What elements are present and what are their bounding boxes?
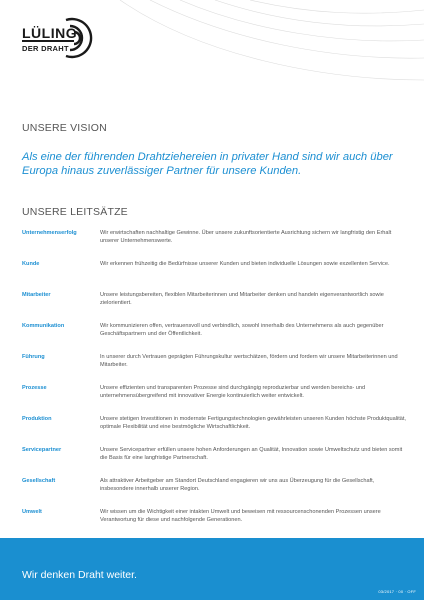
principle-label: Umwelt [22, 509, 42, 515]
principle-text: In unserer durch Vertrauen geprägten Führungskultur wertschätzen, fördern und fordern wir unsere Mitarbeiterinnen und Mitarbeiter. [100, 354, 398, 368]
principle-label: Kommunikation [22, 323, 65, 329]
principles-list [22, 229, 408, 539]
vision-statement: Als eine der führenden Drahtziehereien in privater Hand sind wir auch über Europa hinaus zuverlässiger Partner für unsere Kunden. [22, 151, 393, 177]
logo-rings-icon [56, 16, 102, 60]
logo-subline: DER DRAHT [22, 44, 69, 53]
footer-slogan: Wir denken Draht weiter. [22, 569, 137, 581]
principle-label: Kunde [22, 261, 40, 267]
principle-text: Wir kommunizieren offen, vertrauensvoll und verbindlich, sowohl innerhalb des Unternehmens als auch gegenüber Geschäftspartnern und der Öffentlichkeit. [100, 323, 384, 337]
principle-label: Führung [22, 354, 45, 360]
principle-text: Unsere stetigen Investitionen in modernste Fertigungstechnologien gewährleisten unseren Kunden höchste Produktqualität, optimale Flexibilität und eine bestmögliche Wirtschaftlichkeit. [100, 416, 406, 430]
company-logo [22, 16, 102, 60]
principle-label: Unternehmenserfolg [22, 230, 77, 236]
principle-text: Als attraktiver Arbeitgeber am Standort Deutschland engagieren wir uns aus Überzeugung für die Gesellschaft, insbesondere innerhalb unserer Region. [100, 478, 375, 492]
principle-fuehrung [22, 353, 408, 384]
principle-kommunikation [22, 322, 408, 353]
principle-label: Produktion [22, 416, 52, 422]
principle-text: Unsere leistungsbereiten, flexiblen Mitarbeiterinnen und Mitarbeiter denken und handeln eigenverantwortlich sowie zielorientiert. [100, 292, 384, 306]
principle-label: Mitarbeiter [22, 292, 51, 298]
principle-label: Prozesse [22, 385, 47, 391]
principle-gesellschaft [22, 477, 408, 508]
principle-prozesse [22, 384, 408, 415]
principle-mitarbeiter [22, 291, 408, 322]
principle-text: Unsere effizienten und transparenten Prozesse sind durchgängig reproduzierbar und werden bereichs- und unternehmensübergreifend mit innovativer Energie kontinuierlich weiter entwickelt. [100, 385, 366, 399]
principle-produktion [22, 415, 408, 446]
document-code: 03/2017 · 00 · OFF [378, 589, 416, 594]
principle-text: Wir erkennen frühzeitig die Bedürfnisse unserer Kunden und bieten individuelle Lösungen sowie exzellenten Service. [100, 261, 390, 267]
principle-unternehmenserfolg [22, 229, 408, 260]
principle-label: Gesellschaft [22, 478, 56, 484]
principle-label: Servicepartner [22, 447, 62, 453]
footer-band [0, 538, 424, 600]
principle-text: Wir erwirtschaften nachhaltige Gewinne. Über unsere zukunftsorientierte Ausrichtung sichern wir langfristig den Erhalt unserer Unternehmenswerte. [100, 230, 392, 244]
principle-servicepartner [22, 446, 408, 477]
leitsaetze-heading: UNSERE LEITSÄTZE [22, 206, 128, 218]
principle-umwelt [22, 508, 408, 539]
logo-name: LÜLING [22, 25, 78, 41]
principle-kunde [22, 260, 408, 291]
vision-heading: UNSERE VISION [22, 122, 107, 134]
principle-text: Unsere Servicepartner erfüllen unsere hohen Anforderungen an Qualität, Innovation sowie Umweltschutz und bieten somit die Basis für eine langfristige Partnerschaft. [100, 447, 403, 461]
principle-text: Wir wissen um die Wichtigkeit einer intakten Umwelt und beweisen mit ressourcenschonenden Prozessen unsere Verantwortung für diese und nachfolgende Generationen. [100, 509, 381, 523]
